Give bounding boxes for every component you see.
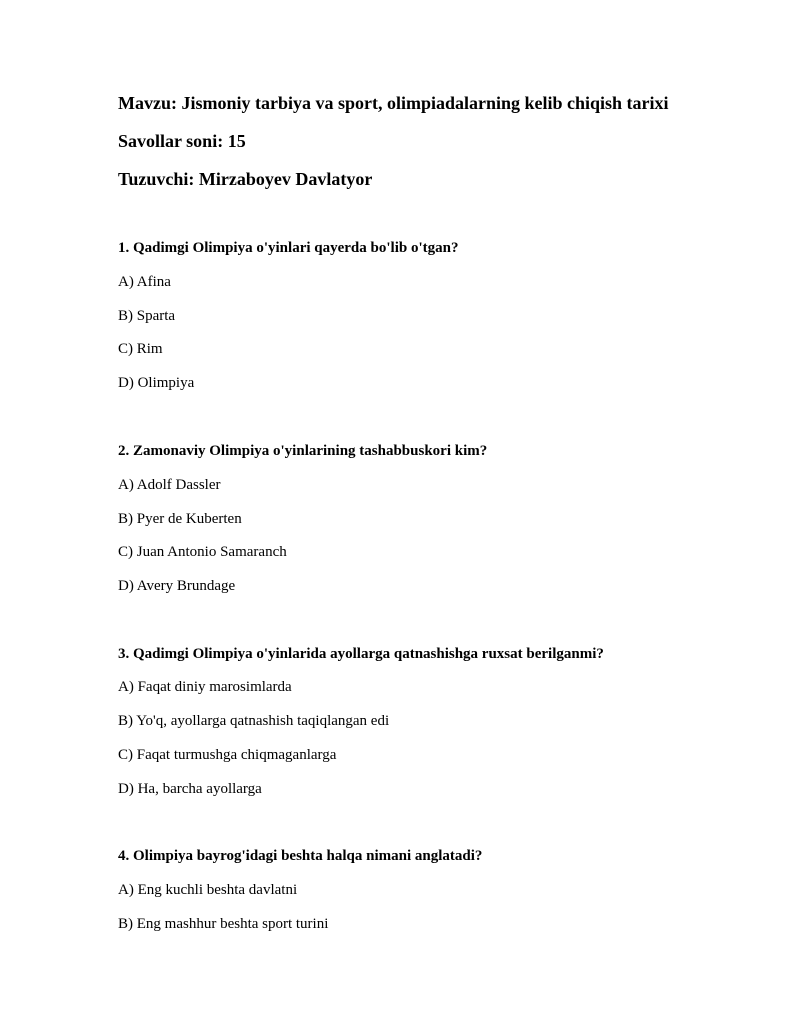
topic-heading: Mavzu: Jismoniy tarbiya va sport, olimpiadalarning kelib chiqish tarixi [118, 93, 669, 113]
question-count: Savollar soni: 15 [118, 131, 246, 151]
question-2-option-c: C) Juan Antonio Samaranch [118, 544, 287, 560]
question-3-option-d: D) Ha, barcha ayollarga [118, 781, 262, 797]
question-4-text: 4. Olimpiya bayrog'idagi beshta halqa nimani anglatadi? [118, 848, 483, 864]
question-2-option-d: D) Avery Brundage [118, 578, 236, 594]
question-3-option-a: A) Faqat diniy marosimlarda [118, 679, 292, 695]
question-4-option-a: A) Eng kuchli beshta davlatni [118, 882, 298, 898]
question-3-option-b: B) Yo'q, ayollarga qatnashish taqiqlangan edi [118, 713, 390, 729]
question-2-option-a: A) Adolf Dassler [118, 477, 221, 493]
question-2-text: 2. Zamonaviy Olimpiya o'yinlarining tashabbuskori kim? [118, 443, 488, 459]
author-line: Tuzuvchi: Mirzaboyev Davlatyor [118, 169, 373, 189]
question-1-option-b: B) Sparta [118, 308, 176, 324]
question-3-option-c: C) Faqat turmushga chiqmaganlarga [118, 747, 337, 763]
question-3-text: 3. Qadimgi Olimpiya o'yinlarida ayollarga qatnashishga ruxsat berilganmi? [118, 646, 604, 662]
question-1-option-c: C) Rim [118, 341, 163, 357]
question-1-option-a: A) Afina [118, 274, 171, 290]
question-1-text: 1. Qadimgi Olimpiya o'yinlari qayerda bo'lib o'tgan? [118, 240, 459, 256]
question-4-option-b: B) Eng mashhur beshta sport turini [118, 916, 329, 932]
question-2-option-b: B) Pyer de Kuberten [118, 511, 242, 527]
question-1-option-d: D) Olimpiya [118, 375, 195, 391]
